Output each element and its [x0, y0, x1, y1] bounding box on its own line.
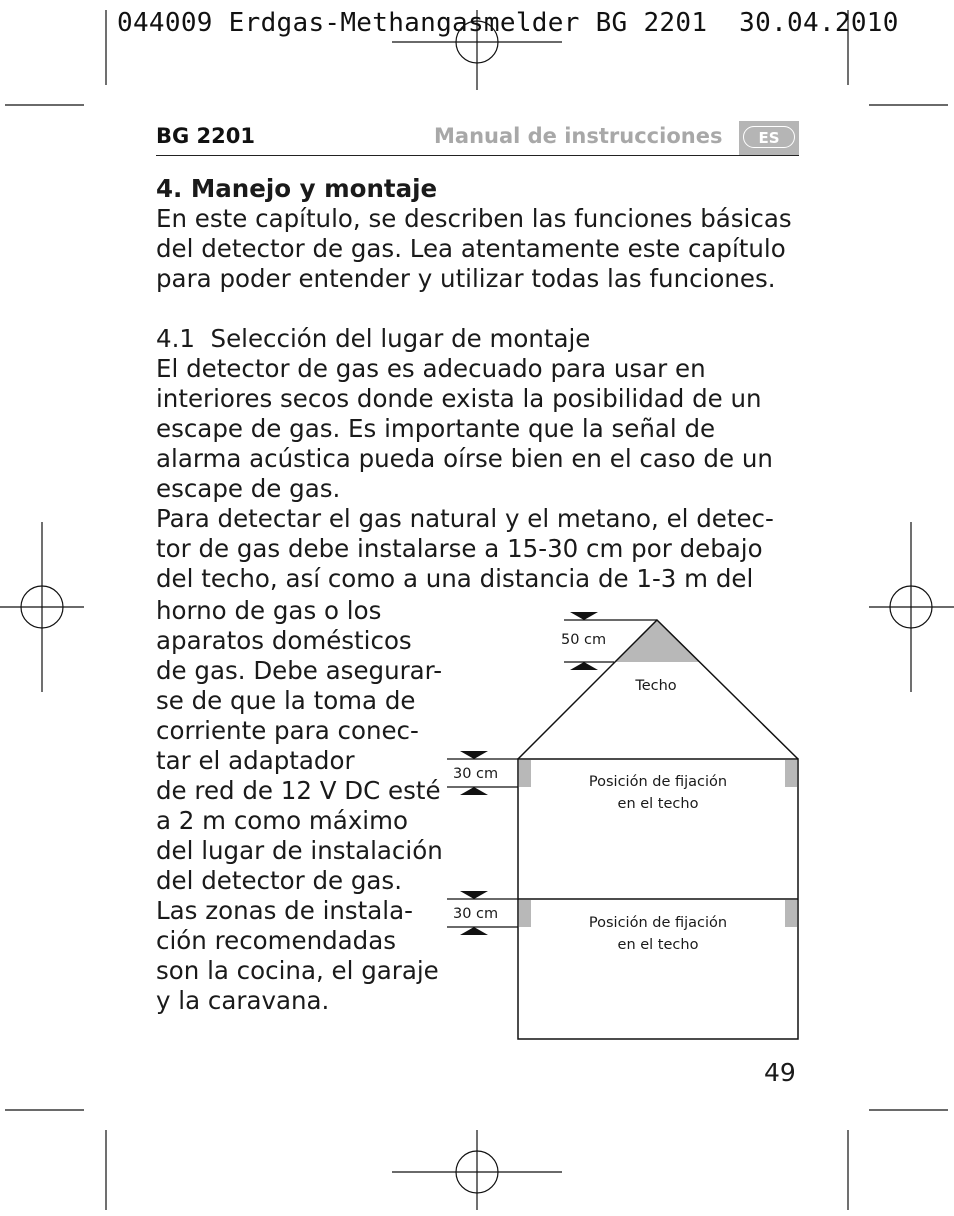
- floor2-label-line2: en el techo: [617, 937, 699, 953]
- roof-arrow-down: [570, 612, 598, 620]
- floor1-dimension-label: 30 cm: [453, 766, 499, 782]
- paragraph-suitability: El detector de gas es adecuado para usar en interiores secos donde exista la posibilidad de un escape de gas. Es importante que la señal de alarma acústica pueda oírse bien en el caso de un escape de gas.: [156, 354, 773, 503]
- section-intro: En este capítulo, se describen las funciones básicas del detector de gas. Lea atentamente este capítulo para poder entender y utilizar todas las funciones.: [156, 204, 792, 293]
- header-model: BG 2201: [156, 124, 256, 148]
- paragraph-placement: Para detectar el gas natural y el metano, el detec- tor de gas debe instalarse a 15-30 cm por debajo del techo, así como a una distancia de 1-3 m del: [156, 504, 774, 593]
- floor1-arrow-down: [460, 751, 488, 759]
- section-title: 4. Manejo y montaje: [156, 174, 438, 203]
- floor2-arrow-down: [460, 891, 488, 899]
- mount-zone-floor2-right: [785, 900, 797, 927]
- paragraph-placement-continued: horno de gas o los aparatos domésticos de gas. Debe asegurar- se de que la toma de corriente para conec- tar el adaptador de red de 12 V DC esté a 2 m como máximo del lugar de instalación del detector de gas. Las zonas de instala- ción recomendadas son la cocina, el garaje y la caravana.: [156, 596, 443, 1015]
- roof-label: Techo: [635, 678, 677, 694]
- floor1-arrow-up: [460, 787, 488, 795]
- mount-zone-floor1-right: [785, 760, 797, 787]
- roof-zone-shade: [614, 620, 700, 662]
- floor1-label-line2: en el techo: [617, 796, 699, 812]
- roof-arrow-up: [570, 662, 598, 670]
- header-manual-title: Manual de instrucciones: [434, 124, 723, 148]
- language-badge: ES: [743, 126, 795, 148]
- mount-zone-floor2-left: [519, 900, 531, 927]
- page-number: 49: [764, 1058, 796, 1087]
- floor1-label-line1: Posición de fijación: [588, 774, 728, 790]
- floor2-label-line1: Posición de fijación: [588, 915, 728, 931]
- floor2-dimension-label: 30 cm: [453, 906, 499, 922]
- mount-zone-floor1-left: [519, 760, 531, 787]
- print-production-header: 044009 Erdgas-Methangasmelder BG 2201 30.04.2010: [117, 8, 899, 38]
- floor2-arrow-up: [460, 927, 488, 935]
- roof-dimension-label: 50 cm: [561, 632, 607, 648]
- subsection-title: 4.1 Selección del lugar de montaje: [156, 324, 591, 353]
